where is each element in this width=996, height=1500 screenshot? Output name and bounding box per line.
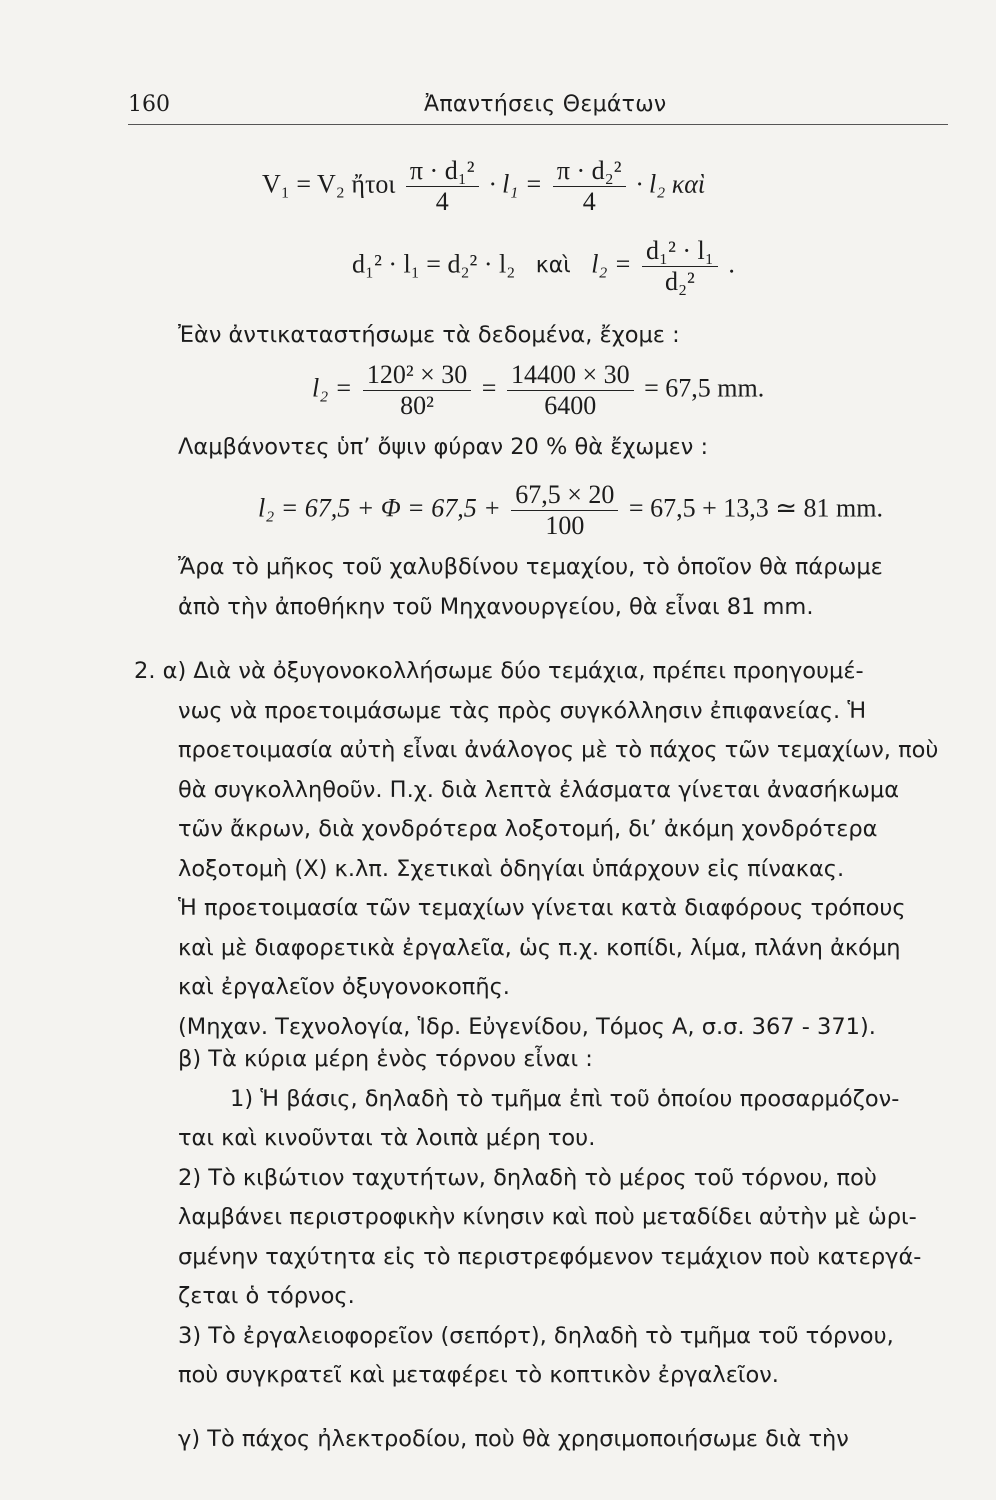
eq3-lhs: l₂ = bbox=[312, 373, 353, 403]
text-line: 2) Τὸ κιβώτιον ταχυτήτων, δηλαδὴ τὸ μέρος τοῦ τόρνου, ποὺ bbox=[178, 1164, 877, 1191]
eq3-frac1-den: 80² bbox=[400, 391, 434, 420]
text-line: καὶ ἐργαλεῖον ὀξυγονοκοπῆς. bbox=[178, 974, 510, 1000]
eq4-fraction bbox=[511, 480, 618, 541]
paragraph-question-2c bbox=[178, 1420, 849, 1460]
text-line: β) Τὰ κύρια μέρη ἑνὸς τόρνου εἶναι : bbox=[178, 1046, 593, 1072]
text-line: ται καὶ κινοῦνται τὰ λοιπὰ μέρη του. bbox=[178, 1125, 596, 1151]
eq1-fraction-1 bbox=[406, 156, 479, 217]
text-line: Ἡ προετοιμασία τῶν τεμαχίων γίνεται κατὰ διαφόρους τρόπους bbox=[178, 895, 906, 921]
eq2-conj: καὶ bbox=[535, 253, 571, 279]
equation-length bbox=[352, 236, 735, 297]
eq1-lhs: V₁ = V₂ ἤτοι bbox=[262, 169, 396, 199]
paragraph-question-2a bbox=[134, 652, 938, 1047]
eq1-frac2-num: π · d₂² bbox=[553, 156, 626, 187]
text-line: τῶν ἄκρων, διὰ χονδρότερα λοξοτομή, δι’ ἀκόμη χονδρότερα bbox=[178, 816, 878, 842]
eq3-fraction-2 bbox=[507, 360, 634, 421]
text-line: 2. α) Διὰ νὰ ὀξυγονοκολλήσωμε δύο τεμάχια, πρέπει προηγουμέ- bbox=[134, 658, 864, 684]
equation-substitution bbox=[312, 360, 764, 421]
eq3-frac1-num: 120² × 30 bbox=[363, 360, 471, 391]
eq3-rhs: = 67,5 mm. bbox=[644, 373, 765, 403]
paragraph-result bbox=[178, 548, 883, 627]
paragraph-question-2b bbox=[178, 1040, 921, 1396]
text-line: θὰ συγκολληθοῦν. Π.χ. διὰ λεπτὰ ἐλάσματα γίνεται ἀνασήκωμα bbox=[178, 776, 900, 803]
eq4-lhs: l₂ = 67,5 + Φ = 67,5 + bbox=[258, 493, 501, 523]
text-line: 3) Τὸ ἐργαλειοφορεῖον (σεπόρτ), δηλαδὴ τὸ τμῆμα τοῦ τόρνου, bbox=[178, 1322, 894, 1349]
text-line: σμένην ταχύτητα εἰς τὸ περιστρεφόμενον τεμάχιον ποὺ κατεργά- bbox=[178, 1243, 922, 1270]
eq1-tail: · l₂ καὶ bbox=[636, 169, 706, 199]
header-rule bbox=[128, 124, 948, 125]
eq2-end: . bbox=[728, 249, 735, 279]
eq2-lhs: d₁² · l₁ = d₂² · l₂ bbox=[352, 249, 516, 279]
text-line: καὶ μὲ διαφορετικὰ ἐργαλεῖα, ὡς π.χ. κοπίδι, λίμα, πλάνη ἀκόμη bbox=[178, 934, 901, 961]
eq1-frac2-den: 4 bbox=[582, 187, 596, 216]
eq1-frac1-den: 4 bbox=[435, 187, 449, 216]
text-line: ποὺ συγκρατεῖ καὶ μεταφέρει τὸ κοπτικὸν ἐργαλεῖον. bbox=[178, 1362, 779, 1388]
eq1-fraction-2 bbox=[553, 156, 626, 217]
text-line: προετοιμασία αὐτὴ εἶναι ἀνάλογος μὲ τὸ πάχος τῶν τεμαχίων, ποὺ bbox=[178, 737, 939, 763]
eq3-fraction-1 bbox=[363, 360, 471, 421]
equation-waste bbox=[258, 480, 883, 541]
text-line: ζεται ὁ τόρνος. bbox=[178, 1283, 355, 1309]
eq1-mid: · l₁ = bbox=[489, 169, 543, 199]
eq2-fraction bbox=[642, 236, 718, 297]
text-line: γ) Τὸ πάχος ἠλεκτροδίου, ποὺ θὰ χρησιμοποιήσωμε διὰ τὴν bbox=[178, 1426, 849, 1452]
waste-text: Λαμβάνοντες ὑπ’ ὄψιν φύραν 20 % θὰ ἔχωμεν : bbox=[178, 434, 709, 460]
running-title: Ἀπαντήσεις Θεμάτων bbox=[424, 92, 667, 117]
substitution-text: Ἐὰν ἀντικαταστήσωμε τὰ δεδομένα, ἔχομε : bbox=[178, 322, 680, 348]
page-header bbox=[128, 88, 948, 124]
eq2-frac-num: d₁² · l₁ bbox=[642, 236, 718, 267]
text-line: (Μηχαν. Τεχνολογία, Ἱδρ. Εὐγενίδου, Τόμος Α, σ.σ. 367 - 371). bbox=[178, 1013, 876, 1040]
text-line: λαμβάνει περιστροφικὴν κίνησιν καὶ ποὺ μεταδίδει αὐτὴν μὲ ὡρι- bbox=[178, 1204, 917, 1230]
eq3-frac2-num: 14400 × 30 bbox=[507, 360, 634, 391]
equation-volume bbox=[262, 156, 705, 217]
eq2-frac-den: d₂² bbox=[664, 267, 695, 296]
text-line: ἀπὸ τὴν ἀποθήκην τοῦ Μηχανουργείου, θὰ εἶναι 81 mm. bbox=[178, 593, 814, 620]
eq1-frac1-num: π · d₁² bbox=[406, 156, 479, 187]
page-number: 160 bbox=[128, 92, 170, 117]
text-line: νως νὰ προετοιμάσωμε τὰς πρὸς συγκόλλησιν ἐπιφανείας. Ἡ bbox=[178, 697, 867, 724]
text-line: 1) Ἡ βάσις, δηλαδὴ τὸ τμῆμα ἐπὶ τοῦ ὁποίου προσαρμόζον- bbox=[230, 1085, 900, 1112]
eq3-frac2-den: 6400 bbox=[544, 391, 597, 420]
eq4-frac-den: 100 bbox=[545, 511, 585, 540]
eq4-frac-num: 67,5 × 20 bbox=[511, 480, 618, 511]
eq4-rhs: = 67,5 + 13,3 ≃ 81 mm. bbox=[628, 493, 883, 523]
eq2-var: l₂ = bbox=[591, 249, 632, 279]
eq3-equals: = bbox=[481, 373, 497, 403]
text-line: Ἄρα τὸ μῆκος τοῦ χαλυβδίνου τεμαχίου, τὸ ὁποῖον θὰ πάρωμε bbox=[178, 554, 883, 580]
text-line: λοξοτομὴ (X) κ.λπ. Σχετικαὶ ὁδηγίαι ὑπάρχουν εἰς πίνακας. bbox=[178, 855, 845, 882]
